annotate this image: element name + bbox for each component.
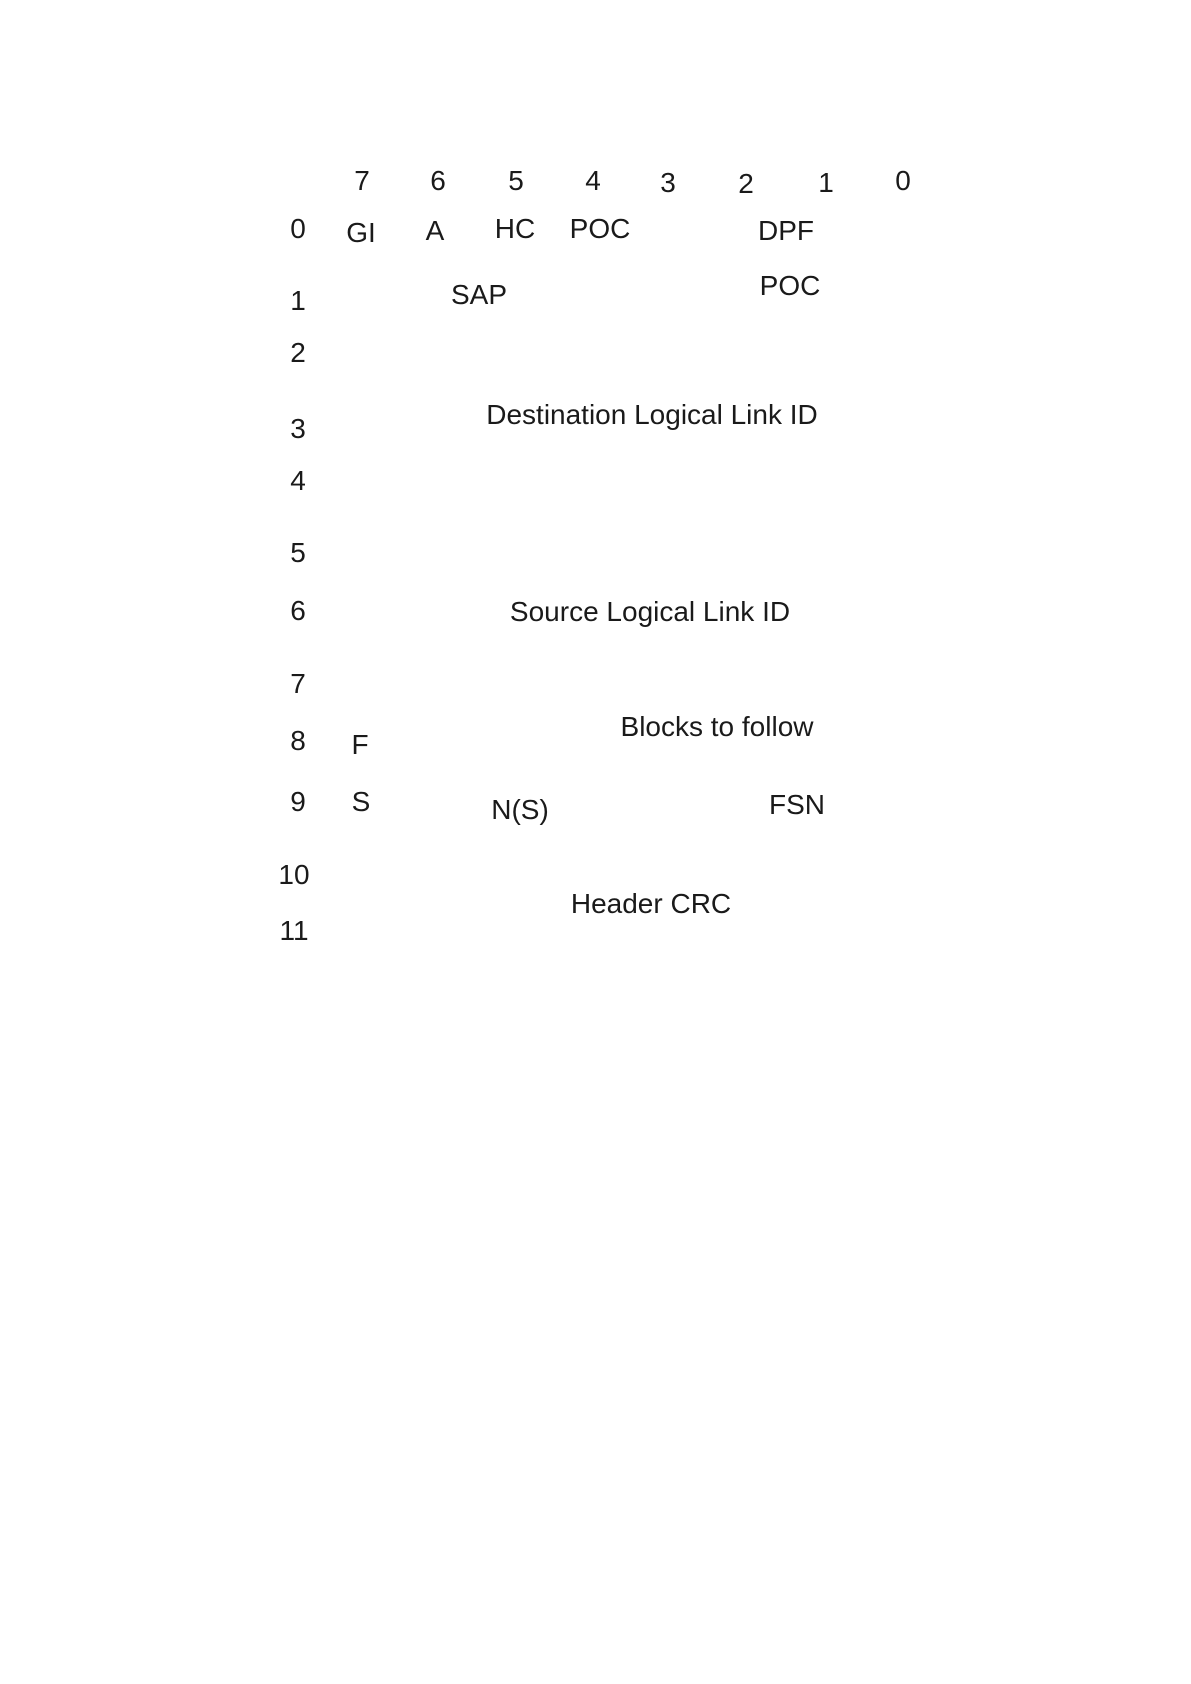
field-f: F (351, 729, 369, 760)
octet-number-5: 5 (290, 537, 306, 568)
field-gi: GI (346, 217, 376, 248)
bit-label-2: 2 (738, 168, 754, 199)
field-hc: HC (494, 213, 536, 244)
bit-label-5: 5 (508, 165, 524, 196)
field-sap: SAP (450, 279, 508, 310)
octet-number-11: 11 (279, 915, 309, 946)
bit-label-6: 6 (430, 165, 446, 196)
octet-number-1: 1 (290, 285, 306, 316)
field-ns: N(S) (491, 794, 549, 825)
bit-label-3: 3 (660, 167, 676, 198)
field-a: A (425, 215, 445, 246)
octet-number-0: 0 (290, 213, 306, 244)
octet-number-7: 7 (290, 668, 306, 699)
octet-number-10: 10 (278, 859, 310, 890)
octet-number-8: 8 (290, 725, 306, 756)
octet-number-4: 4 (290, 465, 306, 496)
bit-label-0: 0 (895, 165, 911, 196)
field-s: S (351, 786, 371, 817)
octet-number-6: 6 (290, 595, 306, 626)
bit-label-4: 4 (585, 165, 601, 196)
octet-number-9: 9 (290, 786, 306, 817)
bit-label-7: 7 (354, 165, 370, 196)
field-poc-low: POC (759, 270, 821, 301)
field-blocks-to-follow: Blocks to follow (620, 711, 814, 742)
field-header-crc: Header CRC (570, 888, 732, 919)
field-dpf: DPF (758, 215, 814, 246)
octet-number-2: 2 (290, 337, 306, 368)
bit-label-1: 1 (818, 167, 834, 198)
field-poc-high: POC (569, 213, 631, 244)
field-source-llid: Source Logical Link ID (509, 596, 791, 627)
field-destination-llid: Destination Logical Link ID (486, 399, 818, 430)
octet-number-3: 3 (290, 413, 306, 444)
field-fsn: FSN (769, 789, 825, 820)
